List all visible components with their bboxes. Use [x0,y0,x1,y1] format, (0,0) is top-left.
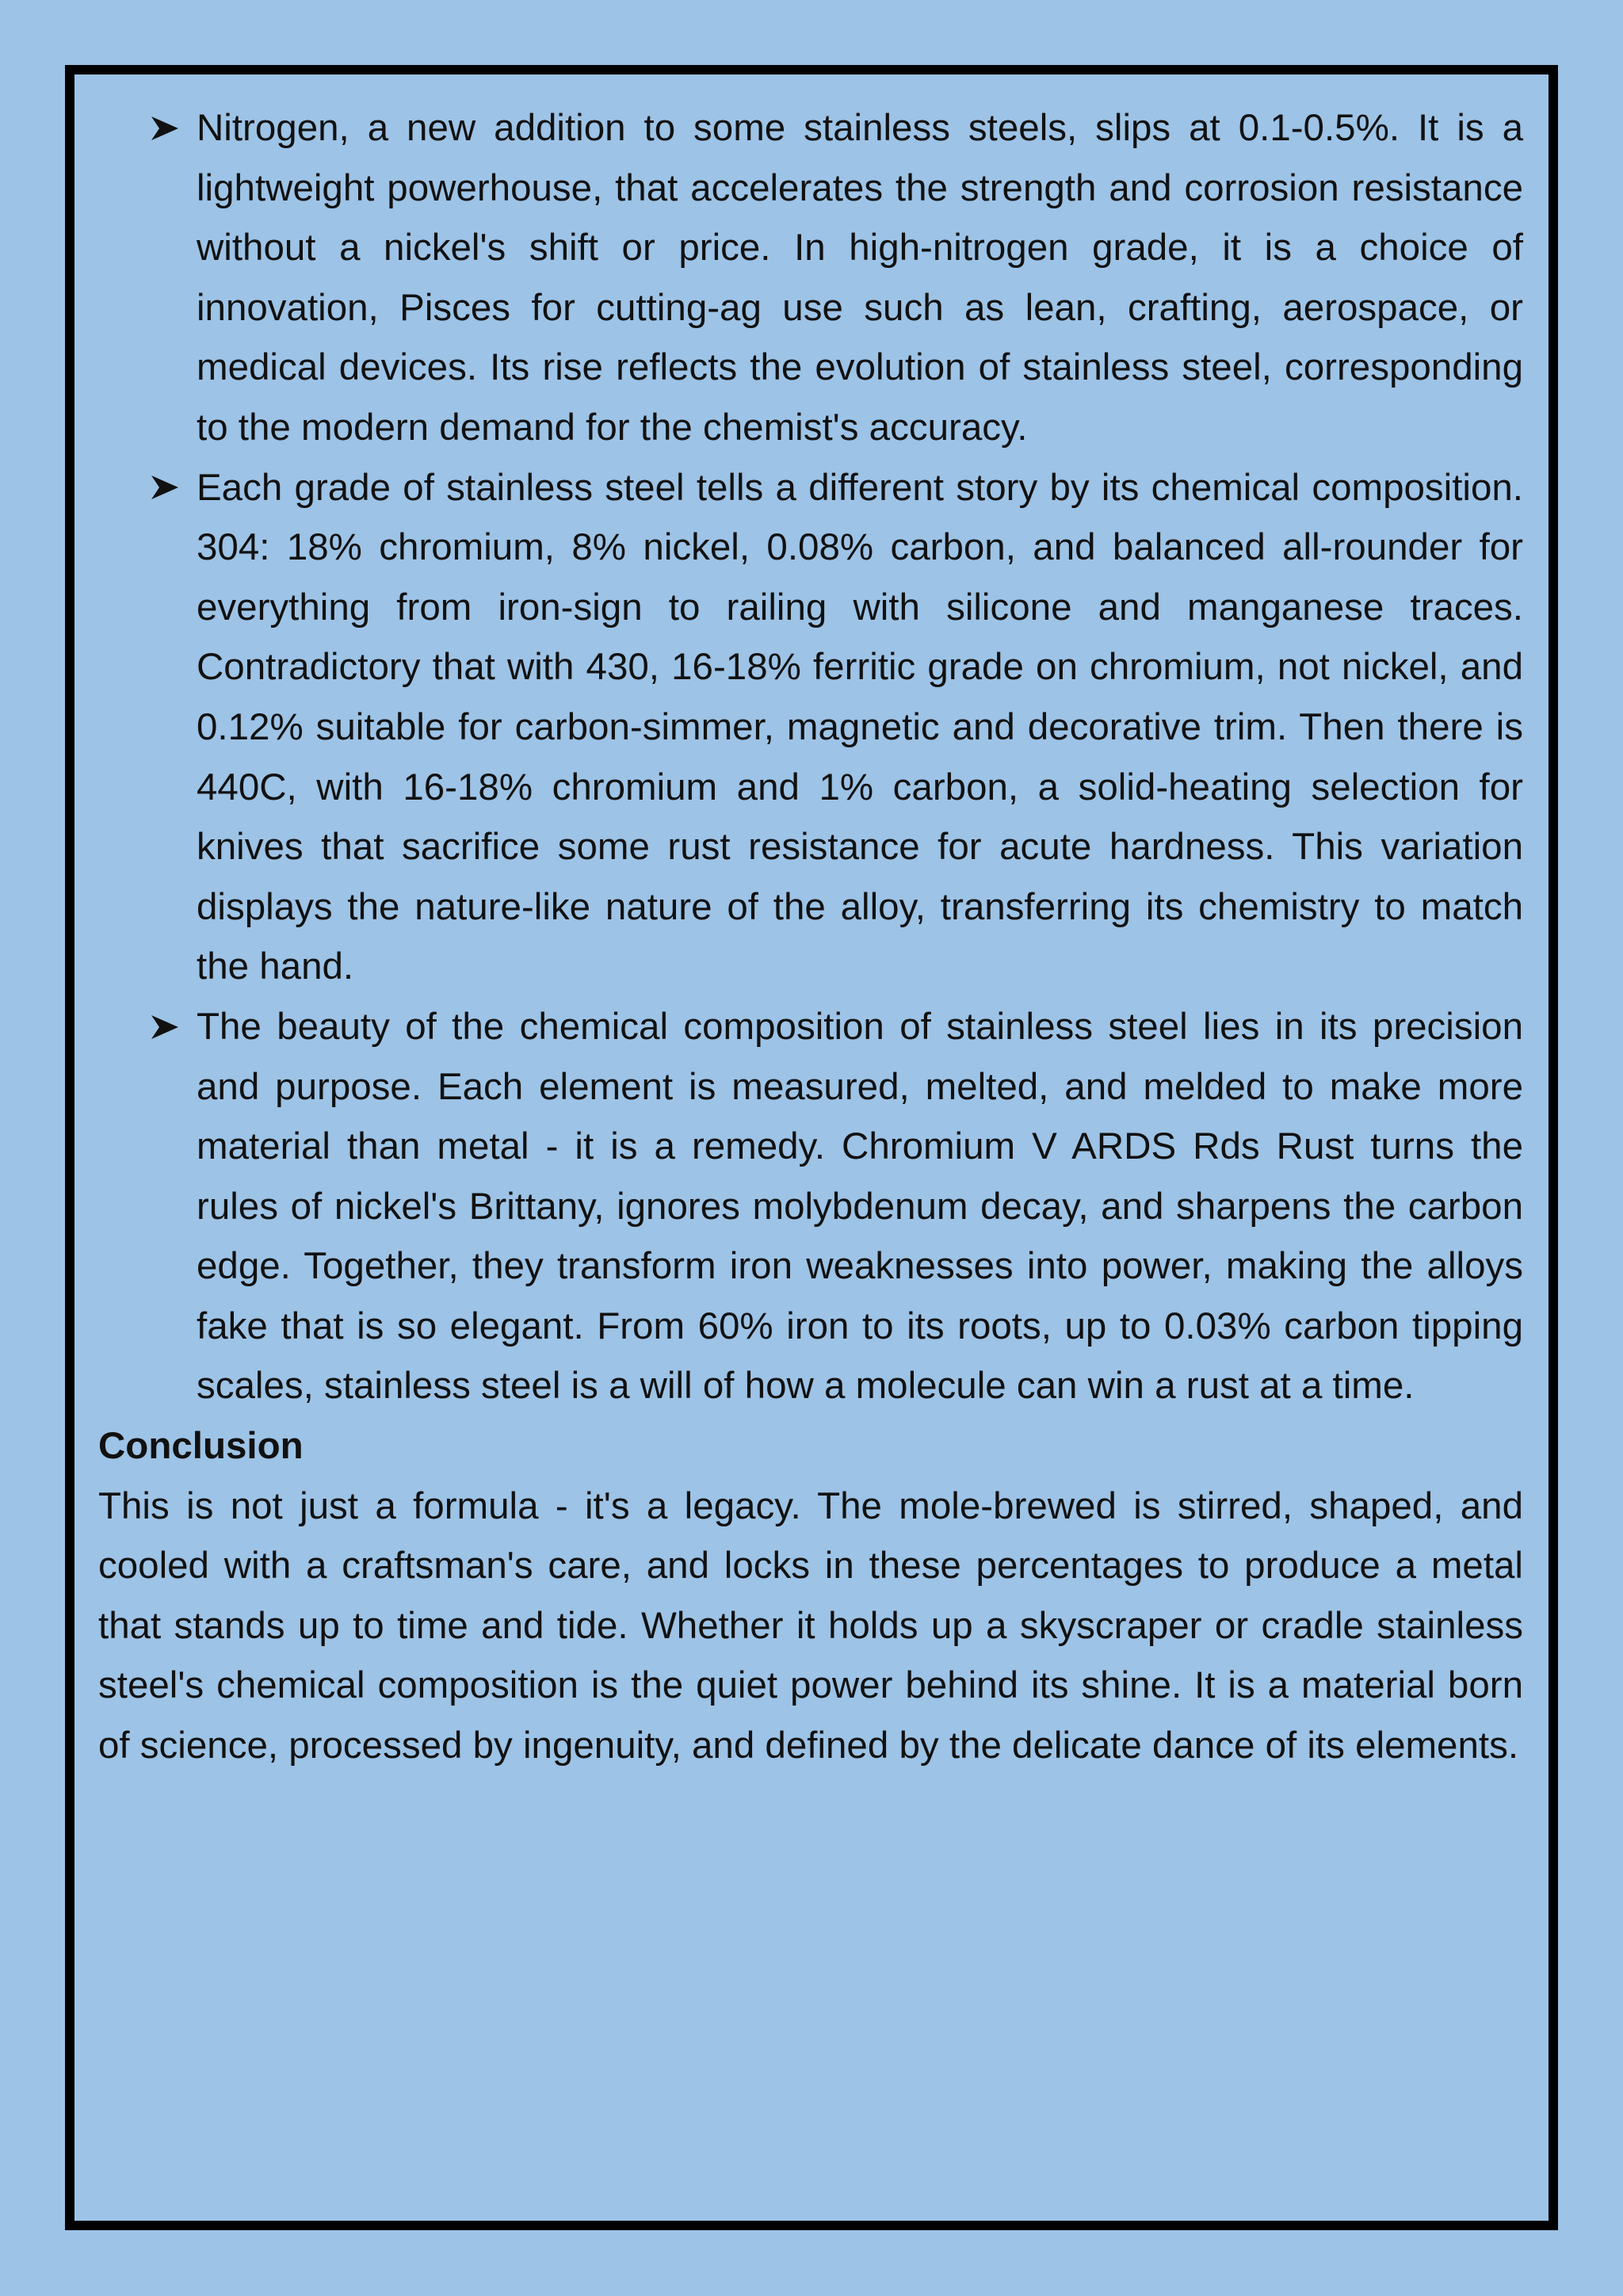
bullet-item-beauty [98,997,1523,1416]
conclusion-paragraph: This is not just a formula - it's a legacy. The mole-brewed is stirred, shaped, and cooled with a craftsman's care, and locks in these percentages to produce a metal that stands up to time and tide. Whether it holds up a skyscraper or cradle stainless steel's chemical composition is the quiet power behind its shine. It is a material born of science, processed by ingenuity, and defined by the delicate dance of its elements. [98,1484,1523,1767]
bullet-text: The beauty of the chemical composition of stainless steel lies in its precision and purpose. Each element is measured, melted, and melded to make more material than metal - it is a remedy. Chromium V ARDS Rds Rust turns the rules of nickel's Brittany, ignores molybdenum decay, and sharpens the carbon edge. Together, they transform iron weaknesses into power, making the alloys fake that is so elegant. From 60% iron to its roots, up to 0.03% carbon tipping scales, stainless steel is a will of how a molecule can win a rust at a time. [197,1005,1523,1408]
document-body [98,98,1523,1776]
bullet-text: Each grade of stainless steel tells a different story by its chemical composition. 304: 18% chromium, 8% nickel, 0.08% carbon, and balanced all-rounder for everything from iron-sign to railing with silicone and manganese traces. Contradictory that with 430, 16-18% ferritic grade on chromium, not nickel, and 0.12% suitable for carbon-simmer, magnetic and decorative trim. Then there is 440C, with 16-18% chromium and 1% carbon, a solid-heating selection for knives that sacrifice some rust resistance for acute hardness. This variation displays the nature-like nature of the alloy, transferring its chemistry to match the hand. [197,466,1523,988]
arrowhead-bullet-icon [149,458,184,518]
arrowhead-bullet-icon [149,997,184,1057]
bullet-list [98,98,1523,1416]
bullet-text: Nitrogen, a new addition to some stainless steels, slips at 0.1-0.5%. It is a lightweight powerhouse, that accelerates the strength and corrosion resistance without a nickel's shift or price. In high-nitrogen grade, it is a choice of innovation, Pisces for cutting-ag use such as lean, crafting, aerospace, or medical devices. Its rise reflects the evolution of stainless steel, corresponding to the modern demand for the chemist's accuracy. [197,107,1523,449]
bullet-item-grades [98,458,1523,997]
conclusion-heading: Conclusion [98,1425,304,1468]
bullet-item-nitrogen [98,98,1523,458]
arrowhead-bullet-icon [149,98,184,159]
